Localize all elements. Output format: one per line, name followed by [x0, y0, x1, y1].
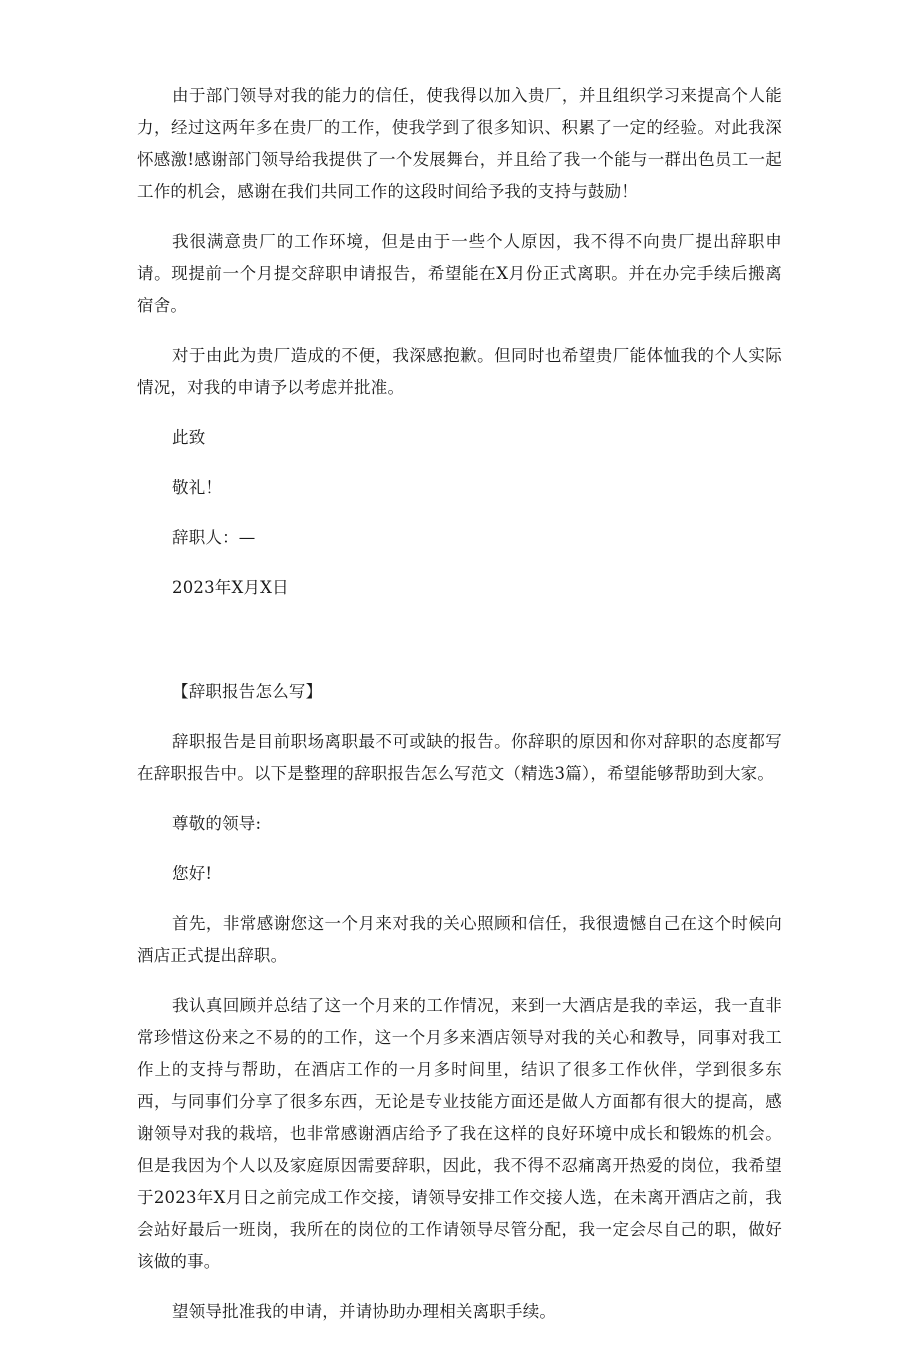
letter-hello: 您好! [172, 864, 213, 883]
letter-paragraph-review: 我认真回顾并总结了这一个月来的工作情况，来到一大酒店是我的幸运，我一直非常珍惜这份来之不易的的工作，这一个月多来酒店领导对我的关心和教导，同事对我工作上的支持与帮助，在酒店工作的一月多时间里，结识了很多工作伙伴，学到很多东西，与同事们分享了很多东西，无论是专业技能方面还是做人方面都有很大的提高，感谢领导对我的栽培，也非常感谢酒店给予了我在这样的良好环境中成长和锻炼的机会。但是我因为个人以及家庭原因需要辞职，因此，我不得不忍痛离开热爱的岗位，我希望于2023年X月日之前完成工作交接，请领导安排工作交接人选，在未离开酒店之前，我会站好最后一班岗，我所在的岗位的工作请领导尽管分配，我一定会尽自己的职，做好该做的事。 [137, 996, 782, 1271]
closing-salutation: 此致 [172, 428, 206, 447]
section-spacer [137, 622, 782, 676]
closing-signer: 辞职人：— [172, 528, 256, 547]
paragraph-resignation-reason: 我很满意贵厂的工作环境，但是由于一些个人原因，我不得不向贵厂提出辞职申请。现提前一个月提交辞职申请报告，希望能在X月份正式离职。并在办完手续后搬离宿舍。 [137, 232, 782, 315]
closing-regards: 敬礼！ [172, 478, 223, 497]
paragraph-apology: 对于由此为贵厂造成的不便，我深感抱歉。但同时也希望贵厂能体恤我的个人实际情况，对我的申请予以考虑并批准。 [137, 346, 782, 397]
letter-paragraph-thanks: 首先，非常感谢您这一个月来对我的关心照顾和信任，我很遗憾自己在这个时候向酒店正式提出辞职。 [137, 914, 782, 965]
letter-paragraph-request: 望领导批准我的申请，并请协助办理相关离职手续。 [172, 1302, 557, 1321]
paragraph-gratitude: 由于部门领导对我的能力的信任，使我得以加入贵厂，并且组织学习来提高个人能力，经过这两年多在贵厂的工作，使我学到了很多知识、积累了一定的经验。对此我深怀感激!感谢部门领导给我提供了一个发展舞台，并且给了我一个能与一群出色员工一起工作的机会，感谢在我们共同工作的这段时间给予我的支持与鼓励！ [137, 86, 782, 201]
section-heading: 【辞职报告怎么写】 [172, 682, 323, 701]
letter-greeting: 尊敬的领导: [172, 814, 262, 833]
document-page [137, 80, 782, 1346]
closing-date: 2023年X月X日 [172, 578, 289, 597]
paragraph-intro: 辞职报告是目前职场离职最不可或缺的报告。你辞职的原因和你对辞职的态度都写在辞职报告中。以下是整理的辞职报告怎么写范文（精选3篇），希望能够帮助到大家。 [137, 732, 782, 783]
